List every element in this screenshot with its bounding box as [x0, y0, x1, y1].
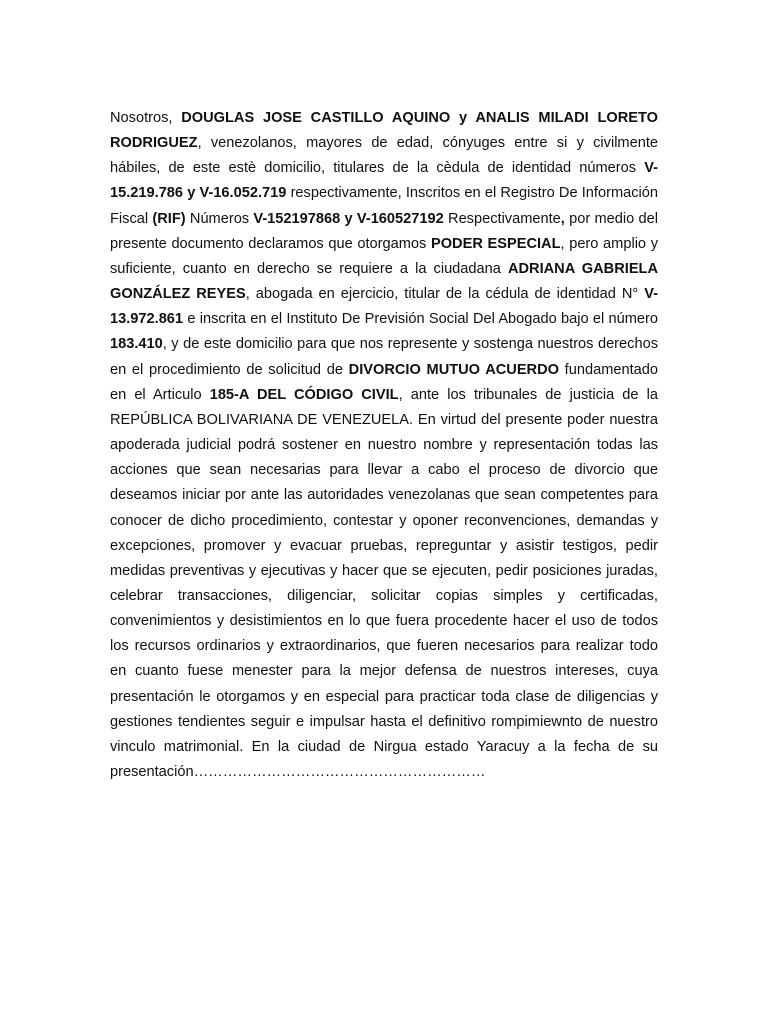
divorce-type: DIVORCIO MUTUO ACUERDO	[348, 361, 559, 378]
attorney-name: ADRIANA GABRIELA GONZÁLEZ REYES	[110, 260, 659, 303]
grantors-id-numbers: V-15.219.786 y V-16.052.719	[110, 160, 658, 202]
text-segment: Números	[185, 210, 254, 227]
bar-registration-number: 183.410	[110, 336, 163, 353]
text-segment: Respectivamente	[443, 210, 561, 227]
document-body	[110, 106, 658, 785]
rif-numbers: V-152197868 y V-160527192	[253, 210, 444, 227]
text-segment: , y de este domicilio para que nos represente y sostenga nuestros derechos en el procedimiento de solicitud de	[110, 336, 658, 378]
power-of-attorney-paragraph	[110, 106, 658, 785]
rif-label: (RIF)	[152, 210, 186, 227]
text-segment: , pero amplio y suficiente, cuanto en derecho se requiere a la ciudadana	[110, 235, 658, 277]
legal-article: 185-A DEL CÓDIGO CIVIL	[209, 386, 399, 403]
poder-especial: PODER ESPECIAL	[430, 235, 561, 252]
text-segment: , ante los tribunales de justicia de la REPÚBLICA BOLIVARIANA DE VENEZUELA. En virtud del presente poder nuestra apoderada judicial podrá sostener en nuestro nombre y representación todas las acciones que sean necesarias para llevar a cabo el proceso de divorcio que deseamos iniciar por ante las autoridades venezolanas que sean competentes para conocer de dicho procedimiento, contestar y oponer reconvenciones, demandas y excepciones, promover y evacuar pruebas, repreguntar y asistir testigos, pedir medidas preventivas y ejecutivas y hacer que se ejecuten, pedir posiciones juradas, celebrar transacciones, diligenciar, solicitar copias simples y certificadas, convenimientos y desistimientos en lo que fuera procedente hacer el uso de todos los recursos ordinarios y extraordinarios, que fueren necesarios para realizar todo en cuanto fuese menester para la mejor defensa de nuestros intereses, cuya presentación le otorgamos y en especial para practicar toda clase de diligencias y gestiones tendientes seguir e impulsar hasta el definitivo rompimiewnto de nuestro vinculo matrimonial. En la ciudad de Nirgua estado Yaracuy a la fecha de su presentación……………………………………………………	[110, 386, 658, 781]
text-segment: , abogada en ejercicio, titular de la cédula de identidad N°	[245, 286, 645, 303]
text-segment: respectivamente, Inscritos en el Registro De Información Fiscal	[110, 185, 658, 227]
text-segment-bold: ,	[560, 210, 565, 227]
text-segment: e inscrita en el Instituto De Previsión Social Del Abogado bajo el número	[183, 311, 658, 328]
text-segment: , venezolanos, mayores de edad, cónyuges entre si y civilmente hábiles, de este estè domicilio, titulares de la cèdula de identidad números	[110, 135, 658, 177]
text-segment: fundamentado en el Articulo	[110, 361, 658, 403]
attorney-id-number: V- 13.972.861	[110, 286, 658, 328]
grantors-names: DOUGLAS JOSE CASTILLO AQUINO y ANALIS MILADI LORETO RODRIGUEZ	[110, 110, 658, 152]
text-segment: Nosotros,	[110, 110, 182, 126]
text-segment: por medio del presente documento declaramos que otorgamos	[110, 210, 658, 252]
